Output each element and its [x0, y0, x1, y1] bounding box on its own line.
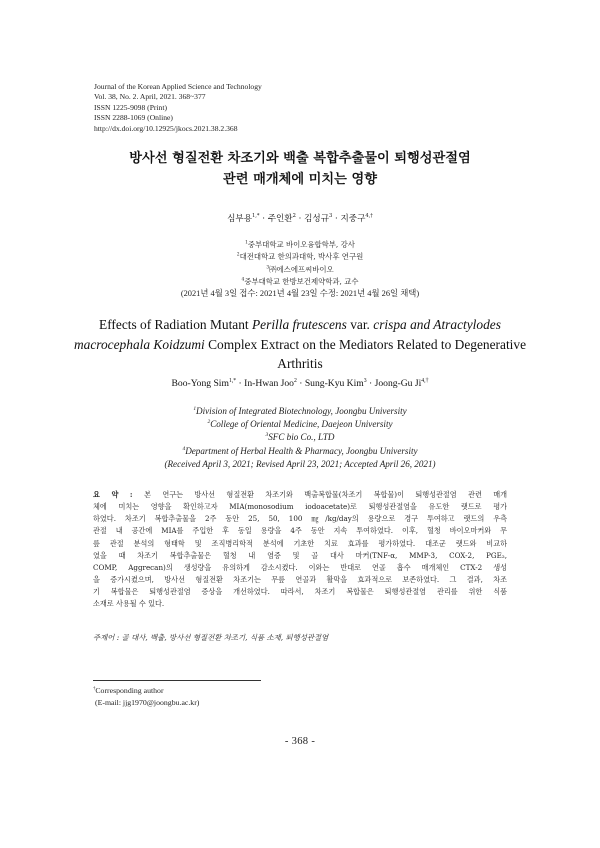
korean-author	[227, 214, 259, 224]
korean-author-sup: 4,†	[365, 213, 373, 220]
english-title-part-3: Complex Extract on the Mediators Related to Degenerative Arthritis	[204, 336, 527, 371]
english-affiliation-sup: 4	[182, 445, 186, 452]
korean-affiliation-sup: 1	[245, 240, 248, 246]
korean-affiliation-text: ㈜에스에프씨바이오	[269, 264, 334, 274]
author-separator: ·	[332, 214, 341, 224]
abstract-line-text: 체에 미치는 영향을 확인하고자 MIA(monosodium iodoacetate)로 퇴행성관절염을 유도한 랫드로 평가	[93, 502, 507, 512]
footnote	[93, 685, 393, 709]
english-affiliation-sup: 2	[207, 419, 211, 426]
korean-author	[268, 214, 296, 224]
english-author-name: Boo-Yong Sim	[171, 378, 229, 389]
english-affiliation-sup: 1	[193, 405, 197, 412]
english-affiliation-sup: 3	[265, 432, 269, 439]
footnote-divider	[93, 680, 261, 681]
journal-issn-online: ISSN 2288-1069 (Online)	[94, 113, 173, 123]
korean-author-name: 지중구	[340, 214, 366, 224]
abstract-line-text: 을 증가시켰으며, 방사선 형질전환 차조기는 무릎 연골과 활막을 효과적으로 보존하였다. 그 결과, 차조	[93, 575, 507, 585]
abstract-line	[93, 525, 507, 537]
abstract-line	[93, 574, 507, 586]
abstract-line	[93, 598, 507, 610]
korean-affiliation	[0, 251, 600, 263]
english-author	[305, 378, 367, 389]
english-affiliation-text: SFC bio Co., LTD	[268, 432, 335, 443]
english-title-italic-1: Perilla frutescens	[252, 317, 347, 332]
english-affiliation	[0, 418, 600, 431]
abstract-line	[93, 513, 507, 525]
abstract-line	[93, 538, 507, 550]
english-affiliation	[0, 431, 600, 444]
english-title-part-1: Effects of Radiation Mutant	[99, 317, 252, 332]
korean-affiliation	[0, 239, 600, 251]
keywords: 주제어 : 골 대사, 백출, 방사선 형질전환 차조기, 식품 소재, 퇴행성관절염	[93, 633, 329, 642]
journal-name: Journal of the Korean Applied Science and Technology	[94, 82, 262, 91]
abstract-line	[93, 562, 507, 574]
korean-affiliation-sup: 2	[236, 252, 240, 258]
english-author-sup: 1,*	[228, 377, 237, 384]
journal-doi[interactable]: http://dx.doi.org/10.12925/jkocs.2021.38.2.368	[94, 123, 238, 133]
abstract-line-text: 본 연구는 방사선 형질전환 차조기와 백출복합물(차조기 복합물)이 퇴행성관절염 관련 매개	[144, 490, 507, 499]
abstract-line-text: 였을 때 차조기 복합추출물은 혈청 내 염증 및 골 대사 마커(TNF-α, MMP-3, COX-2, PGE₂,	[93, 550, 507, 560]
korean-title	[40, 148, 560, 190]
english-affiliation-text: Department of Herbal Health & Pharmacy, Joongbu University	[185, 445, 418, 456]
author-separator: ·	[366, 378, 375, 389]
english-author-sup: 3	[363, 377, 367, 384]
english-affiliation-text: College of Oriental Medicine, Daejeon University	[210, 419, 393, 430]
abstract-line-text: 소재로 사용될 수 있다.	[93, 599, 165, 609]
korean-affiliations	[0, 239, 600, 300]
korean-author	[340, 214, 372, 224]
korean-author-sup: 1,*	[252, 213, 260, 220]
korean-affiliation	[0, 264, 600, 276]
korean-title-line-1: 방사선 형질전환 차조기와 백출 복합추출물이 퇴행성관절염	[129, 151, 471, 166]
english-author	[375, 378, 429, 389]
english-affiliation	[0, 405, 600, 418]
author-email[interactable]: (E-mail: jjg1970@joongbu.ac.kr)	[95, 698, 200, 707]
abstract-label: 요 약 :	[93, 490, 145, 499]
korean-author-sup: 3	[329, 213, 333, 220]
abstract-line	[93, 489, 507, 501]
abstract-line-text: COMP, Aggrecan)의 생성량을 유의하게 감소시켰다. 이와는 반대로 연골 흡수 매개체인 CTX-2 생성	[93, 562, 507, 572]
english-affiliations	[0, 405, 600, 471]
english-affiliation	[0, 445, 600, 458]
abstract-line-text: 릎 관절 분석의 형태학 및 조직병리학적 분석에 기초한 치료 효과를 평가하였다. 대조군 랫드와 비교하	[93, 538, 507, 548]
author-separator: ·	[295, 214, 305, 224]
english-title	[60, 315, 540, 374]
english-affiliation-text: Division of Integrated Biotechnology, Joongbu University	[196, 406, 407, 416]
corresponding-author-label: Corresponding author	[95, 686, 164, 695]
dagger-mark: †	[93, 686, 96, 692]
journal-issn-print: ISSN 1225-9098 (Print)	[94, 102, 167, 112]
korean-dates: (2021년 4월 3일 접수: 2021년 4월 23일 수정: 2021년 4월 26일 채택)	[180, 289, 420, 299]
english-title-part-2: var.	[346, 317, 374, 332]
english-author-sup: 4,†	[421, 377, 429, 384]
english-author	[172, 378, 237, 389]
abstract-line	[93, 586, 507, 598]
korean-author-name: 심부용	[227, 214, 252, 224]
korean-authors	[0, 212, 600, 224]
abstract-line	[93, 501, 507, 513]
korean-author-name: 주인환	[267, 214, 293, 224]
korean-affiliation-text: 대전대학교 한의과대학, 박사후 연구원	[239, 252, 364, 262]
author-separator: ·	[236, 378, 245, 389]
korean-affiliation-text: 중부대학교 바이오융합학부, 강사	[247, 240, 355, 249]
english-authors	[0, 378, 600, 389]
english-author-sup: 2	[293, 377, 297, 384]
korean-author	[304, 214, 332, 224]
abstract	[93, 489, 507, 611]
abstract-line	[93, 550, 507, 562]
korean-affiliation	[0, 276, 600, 288]
corresponding-author	[93, 685, 393, 697]
korean-affiliation-sup: 4	[241, 277, 245, 283]
page-number: - 368 -	[284, 736, 316, 747]
korean-author-sup: 2	[292, 213, 296, 220]
author-separator: ·	[259, 214, 268, 224]
english-author	[244, 378, 297, 389]
english-author-name: Sung-Kyu Kim	[304, 378, 364, 389]
journal-volume: Vol. 38, No. 2. April, 2021. 368~377	[94, 92, 206, 102]
abstract-line-text: 기 복합물은 퇴행성관절염 증상을 개선하였다. 따라서, 차조기 복합물은 퇴행성관절염 관리를 위한 식품	[93, 587, 507, 597]
korean-title-line-2: 관련 매개체에 미치는 영향	[223, 172, 377, 187]
korean-affiliation-sup: 3	[266, 265, 270, 271]
english-author-name: Joong-Gu Ji	[374, 378, 422, 389]
english-dates: (Received April 3, 2021; Revised April 23, 2021; Accepted April 26, 2021)	[164, 458, 436, 469]
abstract-line-text: 관절 내 공간에 MIA를 주입한 후 동일 용량을 4주 동안 지속 투여하였다. 이후, 혈청 바이오마커와 무	[93, 526, 507, 536]
journal-header	[94, 82, 514, 134]
korean-author-name: 김성규	[304, 214, 329, 224]
korean-affiliation-text: 중부대학교 한방보건제약학과, 교수	[244, 276, 359, 286]
english-title-italic-2: crispa and Atractylodes macrocephala Koidzumi	[73, 317, 501, 352]
abstract-line-text: 하였다. 차조기 복합추출물을 2주 동안 25, 50, 100 ㎎/kg/day의 용량으로 경구 투여하고 랫드의 우측	[93, 514, 507, 524]
author-separator: ·	[296, 378, 305, 389]
english-author-name: In-Hwan Joo	[244, 378, 294, 389]
